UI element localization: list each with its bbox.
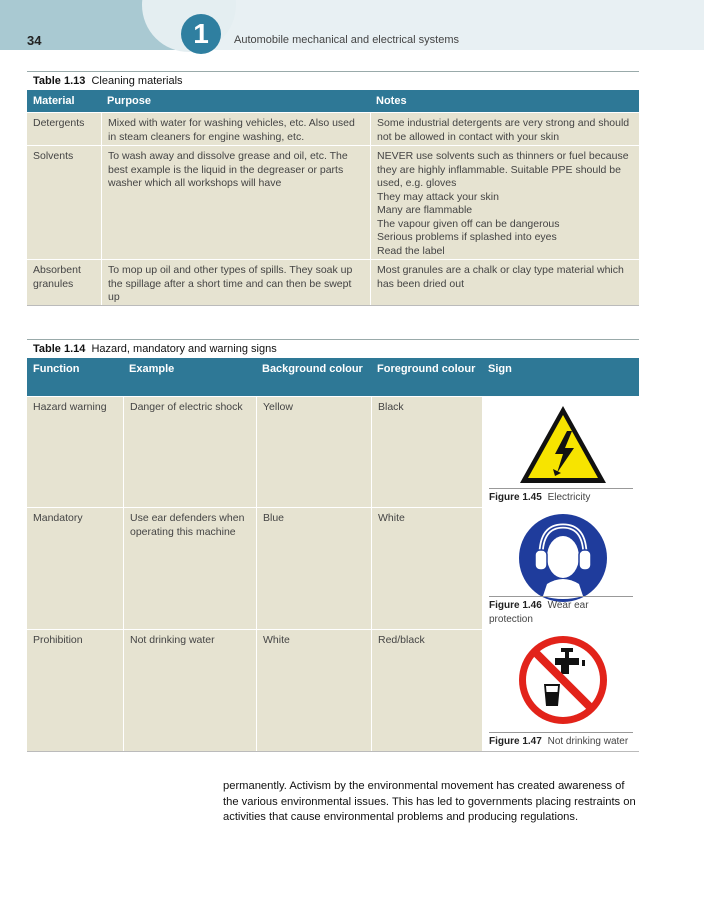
body-paragraph: permanently. Activism by the environmental movement has created awareness of the various environmental issues. This has led to governments placing restraints on activities that cause environmental problems and producing regulations. <box>223 780 636 823</box>
example-cell: Danger of electric shock <box>123 397 256 507</box>
notes-cell <box>370 260 639 305</box>
foreground-colour-cell: Black <box>371 397 482 507</box>
figure-caption-text: Not drinking water <box>547 735 629 747</box>
column-header-function: Function <box>33 363 80 375</box>
not-drinking-water-icon <box>517 634 609 726</box>
page-number: 34 <box>27 33 42 48</box>
running-title: Automobile mechanical and electrical systems <box>234 34 459 46</box>
table-caption <box>27 339 639 358</box>
figure-label: Figure 1.45 <box>489 491 542 503</box>
table-caption-label: Table 1.13 <box>33 75 86 87</box>
function-cell: Hazard warning <box>33 401 107 413</box>
ear-protection-icon <box>517 512 609 604</box>
table-row <box>27 259 639 306</box>
function-cell: Prohibition <box>33 634 83 646</box>
column-header-example: Example <box>129 363 175 375</box>
sign-cell <box>482 508 639 629</box>
electricity-warning-icon <box>517 401 609 493</box>
figure-caption <box>489 596 633 626</box>
purpose-cell: Mixed with water for washing vehicles, etc. Also used in steam cleaners for engine washing, etc. <box>101 113 370 145</box>
material-cell: Detergents <box>33 117 85 129</box>
figure-caption <box>489 732 633 749</box>
table-row <box>27 145 639 259</box>
chapter-badge: 1 <box>181 14 221 54</box>
note-line: Serious problems if splashed into eyes <box>377 231 557 243</box>
figure-caption-text: Wear ear protection <box>489 600 589 625</box>
table-header-row <box>27 90 639 112</box>
note-line: NEVER use solvents such as thinners or fuel because they are highly inflammable. Suitable PPE should be used, e.g. gloves <box>377 150 629 189</box>
note-line: Some industrial detergents are very strong and should not be allowed in contact with your skin <box>377 117 630 143</box>
column-header-notes: Notes <box>376 95 407 107</box>
column-header-background: Background colour <box>262 363 363 375</box>
example-cell: Use ear defenders when operating this machine <box>123 508 256 629</box>
material-cell: Solvents <box>33 150 74 162</box>
table-caption-label: Table 1.14 <box>33 343 86 355</box>
figure-label: Figure 1.47 <box>489 735 542 747</box>
note-line: The vapour given off can be dangerous <box>377 217 560 230</box>
note-line: Read the label <box>377 244 445 257</box>
material-cell: Absorbent granules <box>33 264 81 290</box>
table-header-row <box>27 358 639 396</box>
sign-cell <box>482 630 639 751</box>
notes-cell <box>370 146 639 259</box>
figure-caption <box>489 488 633 505</box>
table-row <box>27 507 639 629</box>
sign-cell <box>482 397 639 507</box>
table-row <box>27 112 639 145</box>
purpose-cell: To mop up oil and other types of spills. They soak up the spillage after a short time and can then be swept up <box>101 260 370 305</box>
note-line: Many are flammable <box>377 204 473 216</box>
table-caption-text: Cleaning materials <box>91 75 183 87</box>
notes-cell <box>370 113 639 145</box>
column-header-sign: Sign <box>488 363 512 375</box>
figure-label: Figure 1.46 <box>489 600 542 611</box>
example-cell: Not drinking water <box>123 630 256 751</box>
background-colour-cell: Blue <box>256 508 371 629</box>
table-row <box>27 396 639 507</box>
table-caption-text: Hazard, mandatory and warning signs <box>91 343 277 355</box>
signs-table <box>27 339 639 752</box>
foreground-colour-cell: White <box>371 508 482 629</box>
column-header-foreground: Foreground colour <box>377 363 476 375</box>
function-cell: Mandatory <box>33 512 83 524</box>
table-caption <box>27 71 639 90</box>
background-colour-cell: Yellow <box>256 397 371 507</box>
cleaning-materials-table <box>27 71 639 306</box>
column-header-purpose: Purpose <box>107 95 152 107</box>
foreground-colour-cell: Red/black <box>371 630 482 751</box>
background-colour-cell: White <box>256 630 371 751</box>
note-line: Most granules are a chalk or clay type material which has been dried out <box>377 264 624 290</box>
purpose-cell: To wash away and dissolve grease and oil, etc. The best example is the liquid in the degreaser or parts washer which all workshops will have <box>101 146 370 259</box>
column-header-material: Material <box>33 95 75 107</box>
figure-caption-text: Electricity <box>547 491 591 503</box>
table-row <box>27 629 639 752</box>
note-line: They may attack your skin <box>377 190 499 203</box>
